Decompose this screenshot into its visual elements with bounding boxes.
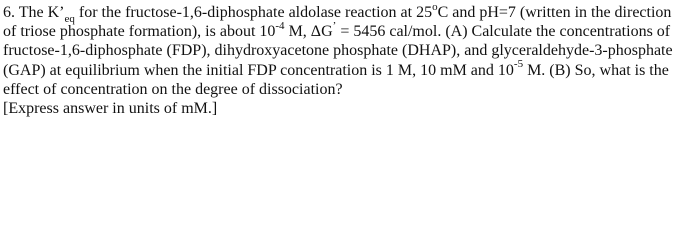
delta-g-prime: ’ bbox=[332, 19, 337, 32]
problem-line-4 bbox=[3, 58, 695, 80]
problem-line-1-part-b: for the fructose-1,6-diphosphate aldolase reaction at 25 bbox=[74, 4, 433, 21]
problem-line-4-part-a: (GAP) at equilibrium when the initial FDP concentration is 1 M, 10 mM and 10 bbox=[3, 61, 514, 79]
answer-units-note: [Express answer in units of mM.] bbox=[3, 99, 218, 117]
exponent-minus-four: -4 bbox=[275, 19, 285, 32]
keq-subscript: eq bbox=[64, 13, 75, 26]
problem-line-1-part-a: 6. The K’ bbox=[3, 4, 65, 21]
problem-line-2-part-c: = 5456 cal/mol. (A) Calculate the concentrations of bbox=[336, 23, 671, 41]
problem-line-2-part-a: of triose phosphate formation), is about 10 bbox=[3, 23, 276, 41]
problem-line-2-part-b: M, ΔG bbox=[284, 23, 333, 41]
problem-line-1-part-c: C and pH=7 (written in the direction bbox=[437, 4, 672, 21]
problem-line-3: fructose-1,6-diphosphate (FDP), dihydroxyacetone phosphate (DHAP), and glyceraldehyde-3-phosphate bbox=[3, 42, 673, 60]
problem-line-1 bbox=[3, 0, 695, 26]
exponent-minus-five: -5 bbox=[513, 58, 524, 71]
degree-superscript: o bbox=[432, 0, 438, 13]
problem-line-4-part-b: M. (B) So, what is the bbox=[523, 61, 669, 79]
problem-text-block bbox=[3, 0, 695, 118]
problem-line-5: effect of concentration on the degree of dissociation? bbox=[3, 80, 343, 98]
